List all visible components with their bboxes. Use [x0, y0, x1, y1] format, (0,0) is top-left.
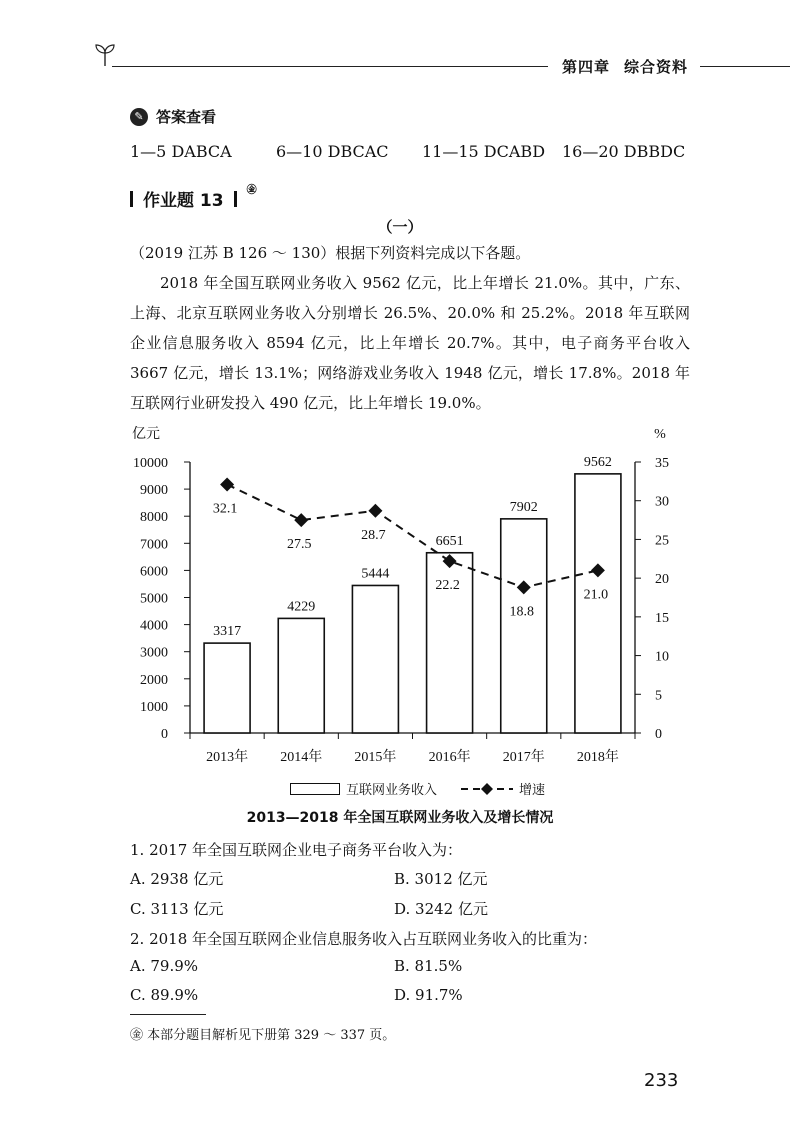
y-tick-label-left: 0 [161, 727, 168, 742]
chart-title: 2013—2018 年全国互联网业务收入及增长情况 [246, 810, 554, 826]
revenue-bar [501, 519, 547, 733]
option-d[interactable]: D. 3242 亿元 [394, 900, 488, 918]
section-number: （一） [377, 218, 423, 236]
option-c[interactable]: C. 89.9% [130, 986, 199, 1004]
y-tick-label-left: 7000 [140, 537, 168, 553]
x-tick-label: 2014年 [280, 750, 323, 765]
legend-bar-swatch [290, 783, 340, 795]
y-tick-label-right: 0 [655, 727, 662, 742]
header-rule [112, 66, 548, 67]
header-rule-right [700, 66, 790, 67]
y-tick-label-left: 1000 [140, 699, 168, 715]
bar-value-label: 7902 [509, 499, 538, 515]
answer-title-text: 答案查看 [156, 108, 217, 126]
growth-value-label: 28.7 [361, 527, 386, 543]
question-stem: 1. 2017 年全国互联网企业电子商务平台收入为： [130, 841, 463, 859]
revenue-bar [575, 474, 621, 733]
answer-section-title [130, 106, 216, 127]
y-tick-label-right: 5 [655, 688, 662, 704]
x-tick-label: 2018年 [576, 750, 619, 765]
chapter-heading [562, 56, 688, 77]
y-axis-label-right: % [654, 427, 666, 442]
bar-value-label: 4229 [287, 599, 316, 615]
footnote-rule [130, 1014, 206, 1015]
bar-value-label: 9562 [583, 454, 612, 470]
y-tick-label-right: 25 [655, 533, 669, 549]
y-tick-label-left: 10000 [133, 456, 168, 471]
y-tick-label-left: 2000 [140, 672, 168, 688]
growth-value-label: 32.1 [212, 501, 238, 517]
option-b[interactable]: B. 3012 亿元 [394, 870, 488, 888]
y-tick-label-right: 15 [655, 610, 669, 626]
homework-title-text: 作业题 13 [143, 191, 224, 211]
title-bar-left [130, 191, 133, 207]
legend-label-revenue: 互联网业务收入 [346, 783, 438, 798]
chart-legend [290, 779, 545, 798]
growth-marker [368, 504, 382, 518]
x-tick-label: 2013年 [206, 750, 249, 765]
revenue-bar [278, 618, 324, 733]
x-tick-label: 2017年 [502, 750, 545, 765]
option-c[interactable]: C. 3113 亿元 [130, 900, 224, 918]
option-b[interactable]: B. 81.5% [394, 957, 463, 975]
material-paragraph: 2018 年全国互联网业务收入 9562 亿元，比上年增长 21.0%。其中，广东、上海、北京互联网业务收入分别增长 26.5%、20.0% 和 25.2%。2018 年互联网企业信息服务收入 8594 亿元，比上年增长 20.7%。其中，电子商务平台收入 3667 亿元，增长 13.1%；网络游戏业务收入 1948 亿元，增长 17.8%。2018 年互联网行业研发投入 490 亿元，比上年增长 19.0%。 [130, 274, 690, 412]
revenue-bar [204, 643, 250, 733]
y-axis-label-left: 亿元 [132, 427, 160, 442]
sprout-icon [94, 40, 116, 72]
note-mark-icon: ㊎ [246, 185, 257, 196]
x-tick-label: 2015年 [354, 750, 397, 765]
legend-label-growth: 增速 [519, 783, 546, 798]
answer-icon: ✎ [130, 108, 148, 126]
revenue-chart [0, 420, 800, 780]
x-tick-label: 2016年 [428, 750, 471, 765]
y-tick-label-right: 10 [655, 649, 669, 665]
answer-key [130, 142, 685, 161]
homework-title [130, 186, 257, 211]
title-bar-right [234, 191, 237, 207]
footnote: ㊎ 本部分题目解析见下册第 329 ～ 337 页。 [130, 1028, 396, 1043]
option-a[interactable]: A. 79.9% [130, 957, 199, 975]
page-number: 233 [644, 1070, 679, 1091]
y-tick-label-right: 35 [655, 456, 669, 471]
bar-value-label: 6651 [435, 533, 464, 549]
chapter-label: 第四章 [562, 58, 611, 76]
growth-marker [294, 513, 308, 527]
answer-group: 6—10 DBCAC [276, 142, 389, 161]
y-tick-label-left: 3000 [140, 645, 168, 661]
answer-group: 1—5 DABCA [130, 142, 232, 161]
answer-group: 16—20 DBBDC [562, 142, 686, 161]
revenue-bar [352, 585, 398, 733]
growth-value-label: 18.8 [509, 604, 534, 620]
option-a[interactable]: A. 2938 亿元 [130, 870, 224, 888]
y-tick-label-left: 8000 [140, 510, 168, 526]
y-tick-label-right: 20 [655, 572, 669, 588]
answer-group: 11—15 DCABD [422, 142, 546, 161]
question-stem: 2. 2018 年全国互联网企业信息服务收入占互联网业务收入的比重为： [130, 930, 598, 948]
question-source: （2019 江苏 B 126 ～ 130）根据下列资料完成以下各题。 [130, 244, 531, 262]
option-d[interactable]: D. 91.7% [394, 986, 463, 1004]
bar-value-label: 3317 [213, 624, 242, 640]
section-label: 综合资料 [624, 58, 689, 76]
y-tick-label-left: 9000 [140, 483, 168, 499]
growth-value-label: 22.2 [435, 578, 460, 594]
y-tick-label-left: 4000 [140, 618, 168, 634]
growth-value-label: 27.5 [287, 537, 312, 553]
y-tick-label-left: 6000 [140, 564, 168, 580]
y-tick-label-right: 30 [655, 494, 669, 510]
growth-marker [220, 477, 234, 491]
bar-value-label: 5444 [361, 566, 390, 582]
legend-line-swatch [461, 783, 513, 795]
y-tick-label-left: 5000 [140, 591, 168, 607]
growth-value-label: 21.0 [583, 587, 609, 603]
